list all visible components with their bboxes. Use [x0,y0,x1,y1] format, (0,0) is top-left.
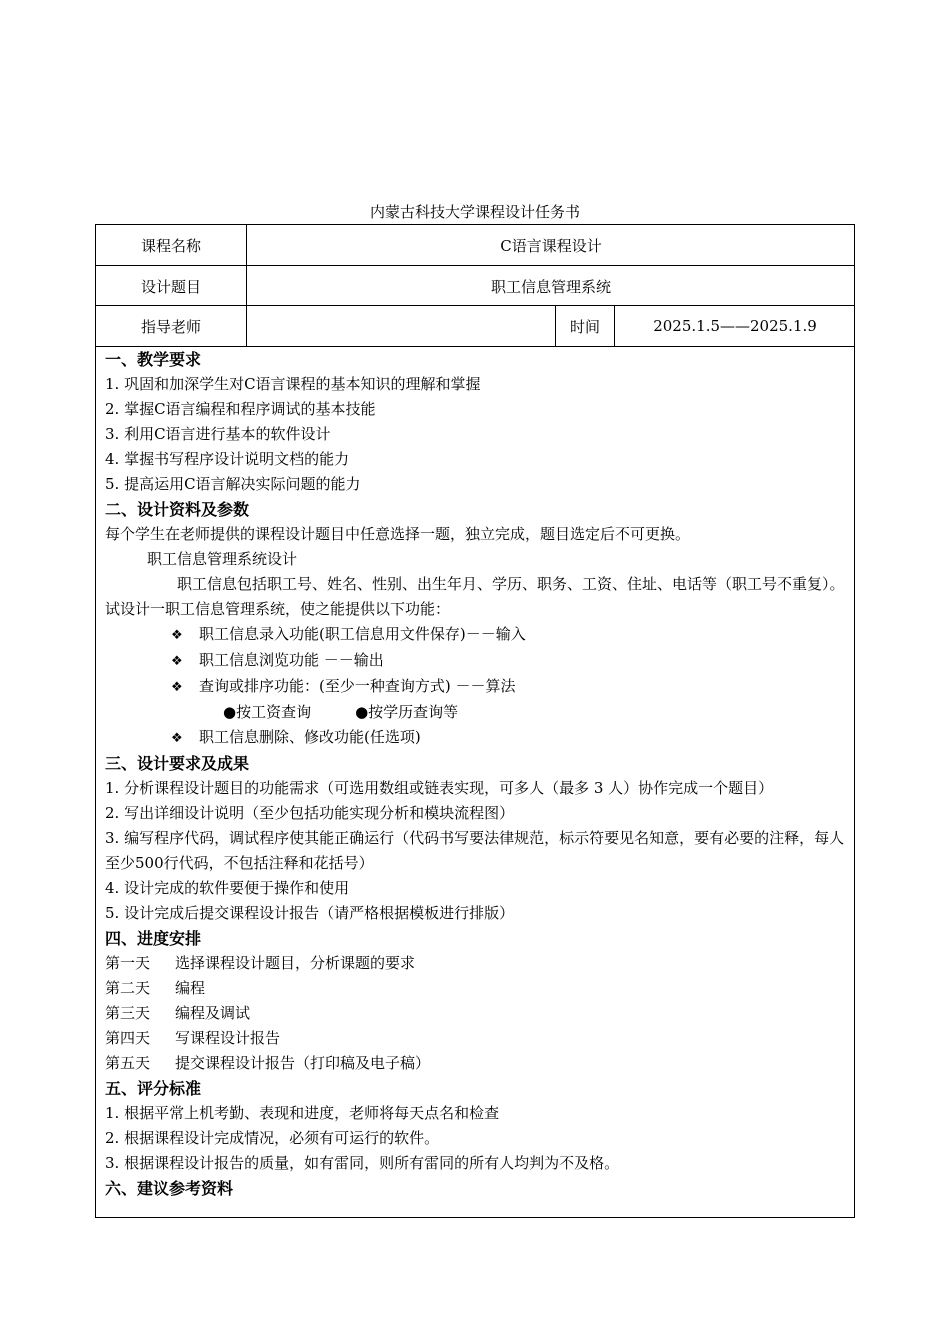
function-text: 职工信息浏览功能 －－输出 [199,651,384,669]
schedule-day: 第三天 [105,1004,151,1022]
teacher-value [247,306,555,346]
list-item: 1. 巩固和加深学生对C语言课程的基本知识的理解和掌握 [105,375,481,393]
schedule-day: 第一天 [105,954,151,972]
diamond-bullet-icon: ❖ [171,628,183,643]
schedule-task: 写课程设计报告 [175,1029,281,1047]
list-item: 3. 根据课程设计报告的质量，如有雷同，则所有雷同的所有人均判为不及格。 [105,1154,620,1172]
schedule-row [105,976,848,1001]
teacher-label: 指导老师 [140,317,201,336]
schedule-day: 第四天 [105,1029,151,1047]
schedule-task: 编程 [175,979,206,997]
schedule-row [105,951,848,976]
section-heading: 三、设计要求及成果 [105,754,250,773]
project-title: 职工信息管理系统设计 [147,550,298,568]
schedule-task: 提交课程设计报告（打印稿及电子稿） [175,1054,431,1072]
schedule-task: 编程及调试 [175,1004,251,1022]
list-item: 2. 写出详细设计说明（至少包括功能实现分析和模块流程图） [105,804,515,822]
paragraph: 职工信息包括职工号、姓名、性别、出生年月、学历、职务、工资、住址、电话等（职工号不重复）。试设计一职工信息管理系统，使之能提供以下功能： [105,575,845,618]
time-label: 时间 [569,317,600,336]
schedule-row [105,1051,848,1076]
function-text: 职工信息录入功能(职工信息用文件保存)－－输入 [199,625,526,643]
section-heading: 五、评分标准 [105,1079,202,1098]
schedule-row [105,1026,848,1051]
section-heading: 二、设计资料及参数 [105,500,250,519]
list-item: 3. 编写程序代码，调试程序使其能正确运行（代码书写要法律规范，标示符要见名知意，要有必要的注释，每人至少500行代码，不包括注释和花括号） [105,829,845,872]
section-heading: 四、进度安排 [105,929,202,948]
function-text: 查询或排序功能：(至少一种查询方式) －－算法 [199,677,516,695]
list-item [105,674,848,700]
diamond-bullet-icon: ❖ [171,680,183,695]
list-item [105,648,848,674]
schedule-task: 选择课程设计题目，分析课题的要求 [175,954,416,972]
query-options [105,700,848,725]
section-heading: 六、建议参考资料 [105,1179,234,1198]
schedule-row [105,1001,848,1026]
time-value: 2025.1.5——2025.1.9 [653,317,817,335]
query-option: ●按学历查询等 [355,703,459,721]
list-item: 4. 设计完成的软件要便于操作和使用 [105,879,350,897]
document-title: 内蒙古科技大学课程设计任务书 [369,203,580,221]
list-item: 5. 提高运用C语言解决实际问题的能力 [105,475,361,493]
list-item [105,622,848,648]
schedule-day: 第五天 [105,1054,151,1072]
list-item: 4. 掌握书写程序设计说明文档的能力 [105,450,350,468]
diamond-bullet-icon: ❖ [171,654,183,669]
course-name-label: 课程名称 [140,236,201,255]
task-body [105,347,848,1201]
task-table [95,224,855,1218]
query-option: ●按工资查询 [223,703,312,721]
course-name-value: C语言课程设计 [500,236,602,255]
list-item: 5. 设计完成后提交课程设计报告（请严格根据模板进行排版） [105,904,515,922]
design-topic-value: 职工信息管理系统 [490,277,611,296]
list-item: 1. 根据平常上机考勤、表现和进度，老师将每天点名和检查 [105,1104,500,1122]
schedule-day: 第二天 [105,979,151,997]
diamond-bullet-icon: ❖ [171,731,183,746]
list-item: 1. 分析课程设计题目的功能需求（可选用数组或链表实现，可多人（最多 3 人）协作完成一个题目） [105,779,774,797]
list-item: 2. 掌握C语言编程和程序调试的基本技能 [105,400,376,418]
function-text: 职工信息删除、修改功能(任选项) [199,728,421,746]
paragraph: 每个学生在老师提供的课程设计题目中任意选择一题，独立完成，题目选定后不可更换。 [105,525,691,543]
list-item: 2. 根据课程设计完成情况，必须有可运行的软件。 [105,1129,440,1147]
list-item [105,725,848,751]
section-heading: 一、教学要求 [105,350,202,369]
design-topic-label: 设计题目 [140,277,201,296]
list-item: 3. 利用C语言进行基本的软件设计 [105,425,331,443]
